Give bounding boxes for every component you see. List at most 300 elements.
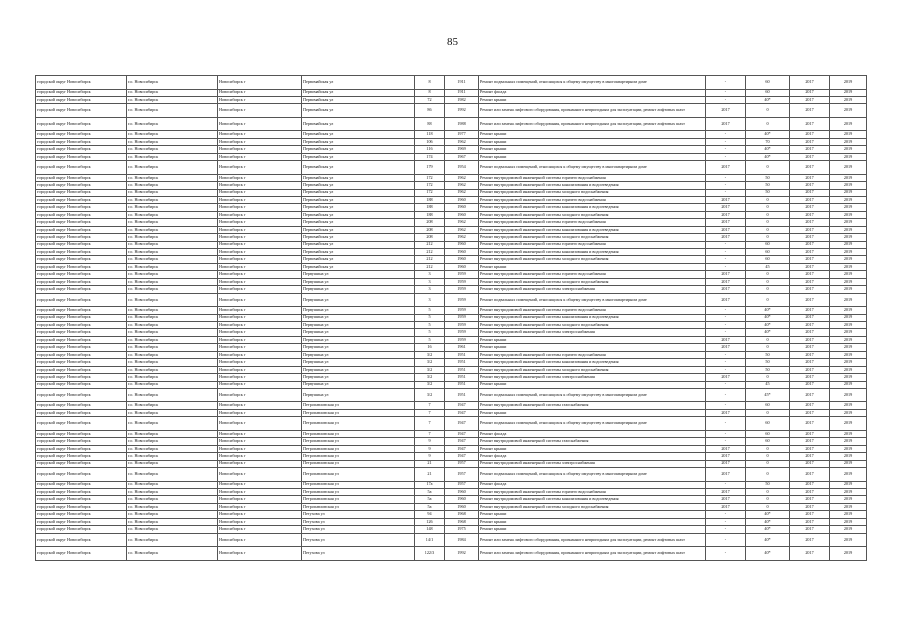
cell-house: 208	[415, 234, 445, 241]
cell-house: 3/2	[415, 388, 445, 402]
cell-city: Новосибирск г	[218, 161, 302, 175]
cell-settlement: г.о. Новосибирск	[127, 249, 218, 256]
cell-street: Первомайская ул	[302, 96, 415, 103]
cell-year: 1959	[445, 271, 479, 278]
cell-settlement: г.о. Новосибирск	[127, 234, 218, 241]
cell-house: 7	[415, 430, 445, 437]
table-row	[36, 219, 867, 226]
cell-settlement: г.о. Новосибирск	[127, 263, 218, 270]
cell-house: 5	[415, 336, 445, 343]
cell-city: Новосибирск г	[218, 174, 302, 181]
cell-city: Новосибирск г	[218, 249, 302, 256]
cell-year: 1960	[445, 204, 479, 211]
cell-deadline: 40*	[746, 153, 790, 160]
cell-year: 1959	[445, 322, 479, 329]
cell-deadline: 0	[746, 117, 790, 131]
cell-house: 8	[415, 89, 445, 96]
cell-house: 72	[415, 96, 445, 103]
cell-city: Новосибирск г	[218, 241, 302, 248]
cell-work: Ремонт внутридомовой инженерной системы холодного водоснабжения	[479, 234, 706, 241]
cell-year: 1962	[445, 182, 479, 189]
cell-start: -	[706, 182, 746, 189]
cell-plan_to: 2019	[830, 249, 867, 256]
table-row	[36, 174, 867, 181]
cell-settlement: г.о. Новосибирск	[127, 518, 218, 525]
table-row	[36, 161, 867, 175]
cell-city: Новосибирск г	[218, 211, 302, 218]
cell-year: 1951	[445, 351, 479, 358]
cell-settlement: г.о. Новосибирск	[127, 511, 218, 518]
cell-city: Новосибирск г	[218, 196, 302, 203]
cell-deadline: 0	[746, 104, 790, 118]
cell-plan_to: 2019	[830, 76, 867, 90]
cell-house: 5	[415, 307, 445, 314]
cell-plan_from: 2017	[790, 96, 830, 103]
cell-work: Ремонт внутридомовой инженерной системы канализования и водоотведения	[479, 359, 706, 366]
cell-start: -	[706, 438, 746, 445]
cell-plan_from: 2017	[790, 374, 830, 381]
cell-settlement: г.о. Новосибирск	[127, 526, 218, 533]
cell-plan_to: 2019	[830, 359, 867, 366]
cell-street: Петропавловская ул	[302, 488, 415, 495]
cell-deadline: 40*	[746, 518, 790, 525]
cell-house: 3	[415, 271, 445, 278]
cell-settlement: г.о. Новосибирск	[127, 322, 218, 329]
cell-city: Новосибирск г	[218, 438, 302, 445]
cell-work: Ремонт или замена лифтового оборудования, признанного непригодным для эксплуатации, ремонт лифтовых шахт	[479, 117, 706, 131]
cell-deadline: 40*	[746, 314, 790, 321]
cell-start: -	[706, 533, 746, 547]
cell-street: Первомайская ул	[302, 138, 415, 145]
cell-deadline: 0	[746, 503, 790, 510]
cell-start: 2017	[706, 219, 746, 226]
cell-street: Первушина ул	[302, 293, 415, 307]
cell-city: Новосибирск г	[218, 104, 302, 118]
cell-house: 88	[415, 117, 445, 131]
cell-plan_from: 2017	[790, 481, 830, 488]
cell-plan_to: 2019	[830, 430, 867, 437]
cell-settlement: г.о. Новосибирск	[127, 161, 218, 175]
table-row	[36, 249, 867, 256]
cell-plan_from: 2017	[790, 351, 830, 358]
cell-start: -	[706, 518, 746, 525]
cell-year: 1975	[445, 526, 479, 533]
cell-plan_to: 2019	[830, 409, 867, 416]
cell-plan_from: 2017	[790, 417, 830, 431]
cell-plan_from: 2017	[790, 388, 830, 402]
cell-city: Новосибирск г	[218, 256, 302, 263]
cell-start: -	[706, 547, 746, 561]
cell-plan_from: 2017	[790, 226, 830, 233]
cell-street: Первомайская ул	[302, 174, 415, 181]
cell-municipality: городской округ Новосибирск	[36, 286, 127, 293]
cell-plan_from: 2017	[790, 526, 830, 533]
cell-start: 2017	[706, 445, 746, 452]
cell-start: -	[706, 329, 746, 336]
cell-city: Новосибирск г	[218, 533, 302, 547]
cell-city: Новосибирск г	[218, 329, 302, 336]
cell-work: Ремонт крыши	[479, 263, 706, 270]
cell-municipality: городской округ Новосибирск	[36, 131, 127, 138]
cell-plan_to: 2019	[830, 488, 867, 495]
cell-street: Первомайская ул	[302, 153, 415, 160]
cell-start: 2017	[706, 117, 746, 131]
cell-settlement: г.о. Новосибирск	[127, 445, 218, 452]
cell-plan_to: 2019	[830, 278, 867, 285]
cell-year: 1959	[445, 278, 479, 285]
cell-municipality: городской округ Новосибирск	[36, 146, 127, 153]
cell-start: -	[706, 322, 746, 329]
cell-house: 3/2	[415, 351, 445, 358]
cell-plan_from: 2017	[790, 359, 830, 366]
cell-plan_to: 2019	[830, 533, 867, 547]
cell-deadline: 0	[746, 278, 790, 285]
table-row	[36, 481, 867, 488]
cell-plan_to: 2019	[830, 374, 867, 381]
cell-city: Новосибирск г	[218, 89, 302, 96]
cell-municipality: городской округ Новосибирск	[36, 547, 127, 561]
cell-work: Ремонт крыши	[479, 146, 706, 153]
cell-year: 1962	[445, 219, 479, 226]
cell-year: 1947	[445, 417, 479, 431]
cell-start: -	[706, 96, 746, 103]
cell-municipality: городской округ Новосибирск	[36, 219, 127, 226]
cell-house: 212	[415, 263, 445, 270]
cell-municipality: городской округ Новосибирск	[36, 161, 127, 175]
cell-start: 2017	[706, 278, 746, 285]
cell-deadline: 45*	[746, 388, 790, 402]
cell-plan_to: 2019	[830, 381, 867, 388]
cell-street: Первомайская ул	[302, 226, 415, 233]
cell-settlement: г.о. Новосибирск	[127, 329, 218, 336]
cell-deadline: 70	[746, 138, 790, 145]
cell-city: Новосибирск г	[218, 388, 302, 402]
cell-deadline: 0	[746, 409, 790, 416]
cell-house: 172	[415, 189, 445, 196]
table-row	[36, 547, 867, 561]
cell-settlement: г.о. Новосибирск	[127, 402, 218, 409]
cell-work: Ремонт внутридомовой инженерной системы холодного водоснабжения	[479, 322, 706, 329]
cell-municipality: городской округ Новосибирск	[36, 278, 127, 285]
cell-house: 188	[415, 211, 445, 218]
cell-city: Новосибирск г	[218, 314, 302, 321]
cell-deadline: 0	[746, 453, 790, 460]
cell-house: 208	[415, 219, 445, 226]
cell-start: -	[706, 481, 746, 488]
repair-schedule-table	[35, 75, 867, 561]
cell-city: Новосибирск г	[218, 366, 302, 373]
table-row	[36, 286, 867, 293]
cell-year: 1911	[445, 76, 479, 90]
cell-plan_to: 2019	[830, 322, 867, 329]
cell-plan_to: 2019	[830, 547, 867, 561]
table-row	[36, 314, 867, 321]
cell-settlement: г.о. Новосибирск	[127, 438, 218, 445]
cell-house: 212	[415, 249, 445, 256]
cell-start: -	[706, 381, 746, 388]
cell-street: Первомайская ул	[302, 131, 415, 138]
cell-house: 5а	[415, 488, 445, 495]
cell-plan_from: 2017	[790, 271, 830, 278]
cell-deadline: 50	[746, 366, 790, 373]
table-row	[36, 263, 867, 270]
cell-plan_from: 2017	[790, 496, 830, 503]
cell-settlement: г.о. Новосибирск	[127, 374, 218, 381]
cell-plan_from: 2017	[790, 314, 830, 321]
cell-city: Новосибирск г	[218, 96, 302, 103]
cell-settlement: г.о. Новосибирск	[127, 307, 218, 314]
table-row	[36, 468, 867, 482]
cell-house: 212	[415, 256, 445, 263]
cell-year: 1960	[445, 496, 479, 503]
cell-house: 7	[415, 402, 445, 409]
table-row	[36, 366, 867, 373]
cell-street: Петухова ул	[302, 511, 415, 518]
table-row	[36, 189, 867, 196]
cell-plan_from: 2017	[790, 453, 830, 460]
cell-start: -	[706, 138, 746, 145]
cell-start: 2017	[706, 374, 746, 381]
cell-start: -	[706, 263, 746, 270]
cell-municipality: городской округ Новосибирск	[36, 445, 127, 452]
cell-street: Петухова ул	[302, 533, 415, 547]
cell-start: 2017	[706, 344, 746, 351]
cell-start: 2017	[706, 211, 746, 218]
cell-plan_to: 2019	[830, 351, 867, 358]
cell-street: Первушина ул	[302, 381, 415, 388]
cell-city: Новосибирск г	[218, 322, 302, 329]
cell-house: 172	[415, 182, 445, 189]
cell-street: Первушина ул	[302, 374, 415, 381]
cell-plan_from: 2017	[790, 249, 830, 256]
cell-deadline: 60	[746, 256, 790, 263]
cell-plan_to: 2019	[830, 329, 867, 336]
cell-municipality: городской округ Новосибирск	[36, 351, 127, 358]
cell-house: 5	[415, 314, 445, 321]
cell-street: Петухова ул	[302, 547, 415, 561]
table-row	[36, 526, 867, 533]
cell-plan_from: 2017	[790, 76, 830, 90]
cell-municipality: городской округ Новосибирск	[36, 196, 127, 203]
cell-work: Ремонт подвальных помещений, относящихся к общему имуществу в многоквартирном доме	[479, 417, 706, 431]
cell-year: 1960	[445, 263, 479, 270]
cell-settlement: г.о. Новосибирск	[127, 468, 218, 482]
cell-start: -	[706, 366, 746, 373]
cell-municipality: городской округ Новосибирск	[36, 263, 127, 270]
cell-house: 14/1	[415, 533, 445, 547]
cell-municipality: городской округ Новосибирск	[36, 271, 127, 278]
cell-house: 21	[415, 468, 445, 482]
cell-year: 1957	[445, 460, 479, 467]
cell-deadline: 50	[746, 359, 790, 366]
cell-municipality: городской округ Новосибирск	[36, 438, 127, 445]
cell-municipality: городской округ Новосибирск	[36, 322, 127, 329]
cell-street: Первушина ул	[302, 329, 415, 336]
cell-start: 2017	[706, 468, 746, 482]
cell-plan_from: 2017	[790, 189, 830, 196]
cell-plan_to: 2019	[830, 211, 867, 218]
cell-house: 172	[415, 174, 445, 181]
cell-house: 122/3	[415, 547, 445, 561]
cell-settlement: г.о. Новосибирск	[127, 204, 218, 211]
cell-year: 1947	[445, 445, 479, 452]
cell-work: Ремонт внутридомовой инженерной системы горячего водоснабжения	[479, 196, 706, 203]
cell-street: Петропавловская ул	[302, 453, 415, 460]
cell-city: Новосибирск г	[218, 286, 302, 293]
cell-year: 1968	[445, 518, 479, 525]
table-row	[36, 293, 867, 307]
cell-house: 212	[415, 241, 445, 248]
table-row	[36, 445, 867, 452]
cell-city: Новосибирск г	[218, 131, 302, 138]
cell-plan_to: 2019	[830, 438, 867, 445]
cell-deadline: 0	[746, 271, 790, 278]
cell-deadline: 0	[746, 226, 790, 233]
cell-street: Первомайская ул	[302, 182, 415, 189]
cell-house: 5а	[415, 496, 445, 503]
cell-deadline: 40*	[746, 96, 790, 103]
cell-municipality: городской округ Новосибирск	[36, 329, 127, 336]
cell-deadline: 0	[746, 488, 790, 495]
table-row	[36, 402, 867, 409]
cell-city: Новосибирск г	[218, 204, 302, 211]
cell-plan_from: 2017	[790, 278, 830, 285]
cell-deadline: 60	[746, 249, 790, 256]
cell-plan_to: 2019	[830, 234, 867, 241]
cell-year: 1959	[445, 307, 479, 314]
cell-municipality: городской округ Новосибирск	[36, 153, 127, 160]
cell-city: Новосибирск г	[218, 511, 302, 518]
cell-year: 1959	[445, 286, 479, 293]
cell-settlement: г.о. Новосибирск	[127, 219, 218, 226]
cell-plan_to: 2019	[830, 314, 867, 321]
cell-plan_from: 2017	[790, 131, 830, 138]
cell-plan_from: 2017	[790, 182, 830, 189]
cell-year: 1967	[445, 153, 479, 160]
cell-settlement: г.о. Новосибирск	[127, 344, 218, 351]
cell-city: Новосибирск г	[218, 263, 302, 270]
cell-plan_from: 2017	[790, 286, 830, 293]
cell-deadline: 0	[746, 468, 790, 482]
cell-year: 1992	[445, 547, 479, 561]
cell-year: 1962	[445, 138, 479, 145]
cell-city: Новосибирск г	[218, 336, 302, 343]
cell-house: 3/2	[415, 374, 445, 381]
cell-plan_from: 2017	[790, 430, 830, 437]
cell-municipality: городской округ Новосибирск	[36, 314, 127, 321]
cell-plan_to: 2019	[830, 336, 867, 343]
cell-city: Новосибирск г	[218, 226, 302, 233]
cell-plan_to: 2019	[830, 344, 867, 351]
cell-street: Петропавловская ул	[302, 468, 415, 482]
cell-city: Новосибирск г	[218, 402, 302, 409]
cell-year: 1960	[445, 241, 479, 248]
cell-house: 7	[415, 409, 445, 416]
cell-work: Ремонт подвальных помещений, относящихся к общему имуществу в многоквартирном доме	[479, 161, 706, 175]
cell-work: Ремонт фасада	[479, 453, 706, 460]
cell-work: Ремонт подвальных помещений, относящихся к общему имуществу в многоквартирном доме	[479, 293, 706, 307]
cell-city: Новосибирск г	[218, 271, 302, 278]
cell-plan_from: 2017	[790, 117, 830, 131]
cell-work: Ремонт крыши	[479, 518, 706, 525]
cell-settlement: г.о. Новосибирск	[127, 182, 218, 189]
cell-plan_to: 2019	[830, 460, 867, 467]
cell-plan_from: 2017	[790, 146, 830, 153]
cell-work: Ремонт внутридомовой инженерной системы горячего водоснабжения	[479, 488, 706, 495]
cell-plan_from: 2017	[790, 336, 830, 343]
cell-settlement: г.о. Новосибирск	[127, 117, 218, 131]
cell-deadline: 0	[746, 234, 790, 241]
cell-plan_to: 2019	[830, 496, 867, 503]
cell-settlement: г.о. Новосибирск	[127, 286, 218, 293]
cell-plan_from: 2017	[790, 104, 830, 118]
table-row	[36, 374, 867, 381]
cell-street: Петропавловская ул	[302, 503, 415, 510]
table-row	[36, 211, 867, 218]
cell-year: 1951	[445, 388, 479, 402]
cell-house: 3	[415, 286, 445, 293]
cell-year: 1960	[445, 503, 479, 510]
cell-street: Первомайская ул	[302, 256, 415, 263]
cell-year: 1962	[445, 189, 479, 196]
cell-city: Новосибирск г	[218, 417, 302, 431]
cell-work: Ремонт внутридомовой инженерной системы газоснабжения	[479, 402, 706, 409]
cell-house: 126	[415, 518, 445, 525]
cell-street: Петропавловская ул	[302, 402, 415, 409]
cell-city: Новосибирск г	[218, 381, 302, 388]
table-row	[36, 153, 867, 160]
cell-house: 118	[415, 131, 445, 138]
cell-street: Первушина ул	[302, 278, 415, 285]
cell-municipality: городской округ Новосибирск	[36, 204, 127, 211]
table-row	[36, 131, 867, 138]
cell-city: Новосибирск г	[218, 374, 302, 381]
cell-city: Новосибирск г	[218, 189, 302, 196]
cell-settlement: г.о. Новосибирск	[127, 381, 218, 388]
cell-plan_to: 2019	[830, 138, 867, 145]
table-row	[36, 182, 867, 189]
cell-year: 1968	[445, 511, 479, 518]
cell-plan_from: 2017	[790, 366, 830, 373]
cell-plan_to: 2019	[830, 286, 867, 293]
table-row	[36, 344, 867, 351]
cell-plan_from: 2017	[790, 219, 830, 226]
cell-house: 174	[415, 153, 445, 160]
cell-deadline: 0	[746, 196, 790, 203]
cell-settlement: г.о. Новосибирск	[127, 417, 218, 431]
cell-street: Первушина ул	[302, 366, 415, 373]
cell-plan_from: 2017	[790, 161, 830, 175]
cell-work: Ремонт внутридомовой инженерной системы электроснабжения	[479, 374, 706, 381]
cell-settlement: г.о. Новосибирск	[127, 547, 218, 561]
cell-municipality: городской округ Новосибирск	[36, 96, 127, 103]
cell-house: 188	[415, 204, 445, 211]
cell-settlement: г.о. Новосибирск	[127, 503, 218, 510]
cell-start: 2017	[706, 286, 746, 293]
table-row	[36, 271, 867, 278]
cell-deadline: 0	[746, 344, 790, 351]
cell-plan_from: 2017	[790, 468, 830, 482]
cell-year: 1957	[445, 468, 479, 482]
cell-street: Первомайская ул	[302, 117, 415, 131]
cell-plan_to: 2019	[830, 293, 867, 307]
cell-deadline: 0	[746, 496, 790, 503]
cell-start: 2017	[706, 196, 746, 203]
cell-city: Новосибирск г	[218, 344, 302, 351]
cell-deadline: 40*	[746, 511, 790, 518]
cell-house: 7	[415, 417, 445, 431]
cell-house: 3	[415, 293, 445, 307]
